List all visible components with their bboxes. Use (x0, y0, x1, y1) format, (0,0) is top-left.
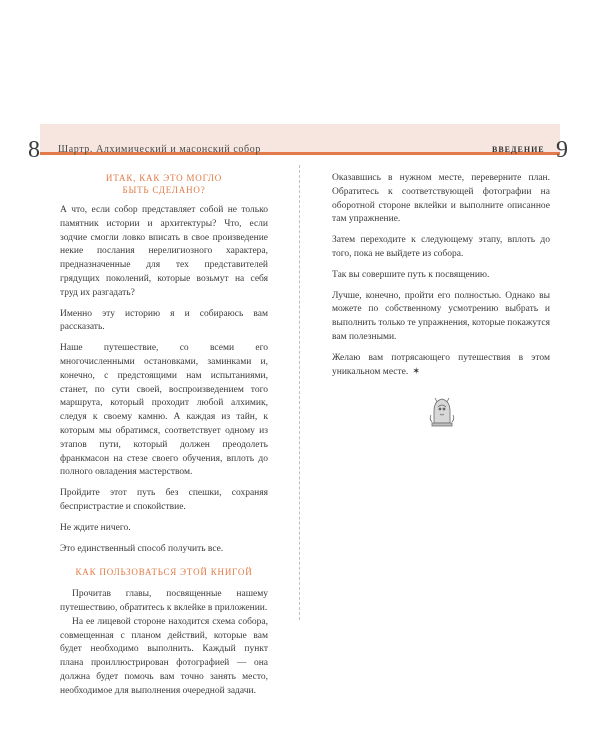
right-page-text (332, 172, 550, 386)
section-heading-2: КАК ПОЛЬЗОВАТЬСЯ ЭТОЙ КНИГОЙ (75, 567, 253, 578)
page-number-left: 8 (28, 137, 40, 163)
paragraph: Затем переходите к следующему этапу, вплоть до того, пока не выйдете из собора. (332, 235, 550, 259)
paragraph: Не ждите ничего. (60, 522, 131, 533)
gutter-divider (299, 165, 300, 620)
paragraph: Так вы совершите путь к посвящению. (332, 269, 490, 280)
paragraph: Оказавшись в нужном месте, переверните план. Обратитесь к соответствующей фотографии на оборотной стороне вклейки и выполните описанное там упражнение. (332, 173, 550, 225)
closing-text: Желаю вам потрясающего путешествия в этом уникальном месте. (332, 352, 550, 377)
paragraph: А что, если собор представляет собой не только памятник истории и архитектуры? Что, если зодчие смогли ловко вписать в свое произведение некие послания нерелигиозного характера, предназначенные для тех представителей грядущих поколений, которые возьмут на себя труд их разгадать? (60, 205, 268, 298)
paragraph-closing (332, 352, 550, 380)
paragraph: Прочитав главы, посвященные нашему путешествию, обратитесь к вклейке в приложении. (60, 589, 268, 613)
paragraph: Наше путешествие, со всеми его многочисленными остановками, заминками и, конечно, с предстоящими нам испытаниями, станет, по сути своей, воспроизведением того маршрута, который проходит любой алхимик, следуя к своему камню. А каждая из тайн, к которым мы обратимся, соответствует одному из этапов пути, который должен преодолеть франкмасон на стезе своего обучения, вплоть до полного овладения мастерством. (60, 343, 268, 478)
paragraph: Именно эту историю я и собираюсь вам рассказать. (60, 308, 268, 333)
paragraph: На ее лицевой стороне находится схема собора, совмещенная с планом действий, которые вам будет необходимо выполнить. Каждый пункт плана проиллюстрирован фотографией — она должна будет помочь вам точно занять место, необходимое для выполнения очередной задачи. (60, 616, 268, 696)
running-title-left: Шартр. Алхимический и масонский собор (58, 144, 261, 155)
paragraph: Это единственный способ получить все. (60, 543, 224, 554)
sphinx-ornament-icon (428, 393, 456, 427)
section-heading-1 (60, 172, 268, 196)
section-heading-1-line2: БЫТЬ СДЕЛАНО? (122, 185, 206, 195)
end-mark-icon: ✶ (412, 366, 421, 377)
paragraph: Пройдите этот путь без спешки, сохраняя беспристрастие и спокойствие. (60, 488, 268, 512)
running-title-right: ВВЕДЕНИЕ (492, 145, 545, 154)
section-heading-1-line1: ИТАК, КАК ЭТО МОГЛО (105, 173, 223, 183)
paragraph: Лучше, конечно, пройти его полностью. Однако вы можете по собственному усмотрению выбрать и выполнить только те упражнения, которые покажутся вам полезными. (332, 290, 550, 342)
page-number-right: 9 (556, 137, 568, 163)
left-page-text (60, 170, 268, 699)
